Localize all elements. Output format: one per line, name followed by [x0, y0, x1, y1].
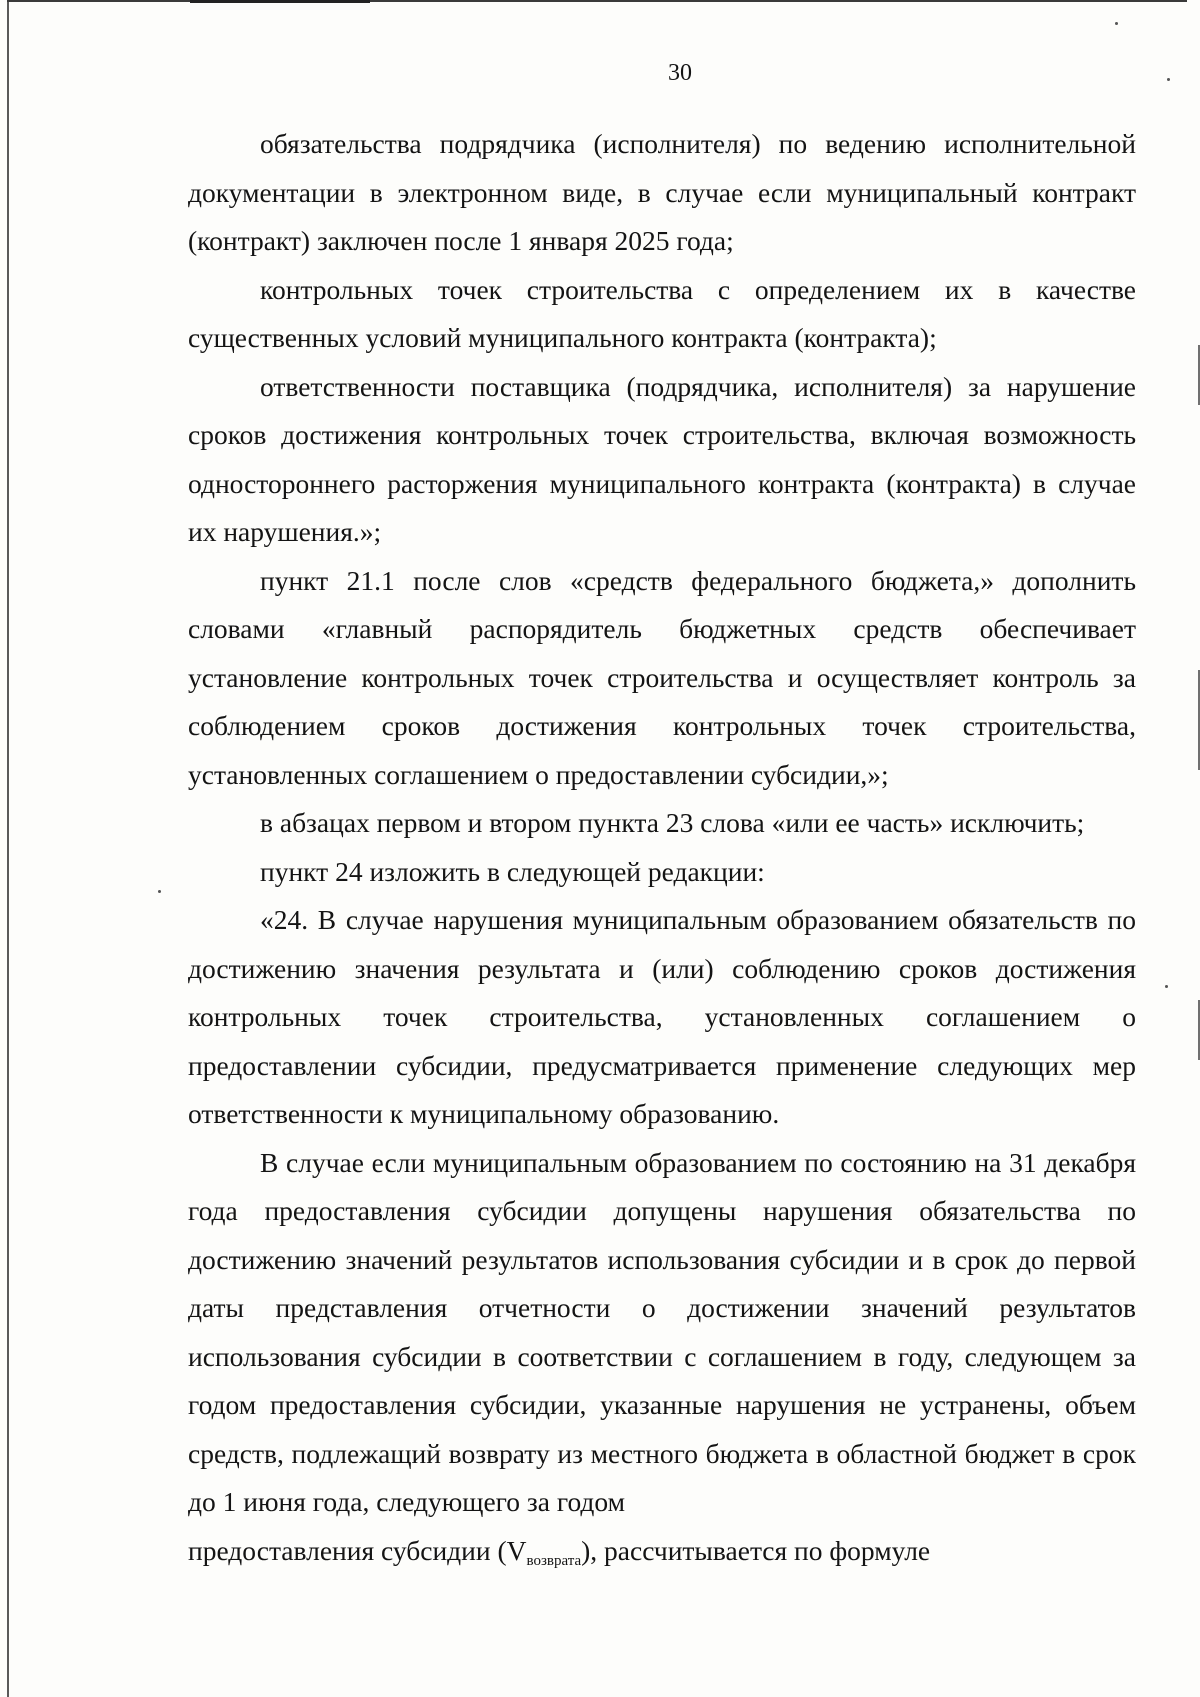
scan-left-border	[7, 0, 9, 1697]
formula-subscript: возврата	[526, 1552, 582, 1569]
formula-intro-tail: ), рассчитывается по формуле	[581, 1534, 931, 1566]
paragraph-continuation	[188, 1527, 1136, 1576]
paragraph: ответственности поставщика (подрядчика, исполнителя) за нарушение сроков достижения контрольных точек строительства, включая возможность одностороннего расторжения муниципального контракта (контракта) в случае их нарушения.»;	[188, 370, 1136, 547]
paragraph: «24. В случае нарушения муниципальным образованием обязательств по достижению значения результата и (или) соблюдению сроков достижения контрольных точек строительства, установленных соглашением о предоставлении субсидии, предусматривается применение следующих мер ответственности к муниципальному образованию.	[188, 904, 1136, 1129]
scan-speck	[158, 890, 161, 893]
paragraph: В случае если муниципальным образованием по состоянию на 31 декабря года предоставления субсидии допущены нарушения обязательства по достижению значений результатов использования субсидии и в срок до первой даты представления отчетности о достижении значений результатов использования субсидии в соответствии с соглашением в году, следующем за годом предоставления субсидии, указанные нарушения не устранены, объем средств, подлежащий возврату из местного бюджета в областной бюджет в срок до 1 июня года, следующего за годом	[188, 1146, 1136, 1517]
formula-intro-text: предоставления субсидии (V	[188, 1534, 527, 1566]
scan-speck	[1115, 22, 1118, 25]
paragraph: контрольных точек строительства с определением их в качестве существенных условий муниципального контракта (контракта);	[188, 273, 1136, 353]
scan-speck	[1165, 985, 1168, 988]
scan-top-border	[7, 0, 1187, 2]
body-text	[188, 120, 1136, 1575]
page-number: 30	[668, 60, 692, 86]
paragraph: обязательства подрядчика (исполнителя) по ведению исполнительной документации в электронном виде, в случае если муниципальный контракт (контракт) заключен после 1 января 2025 года;	[188, 128, 1136, 256]
paragraph: в абзацах первом и втором пункта 23 слова «или ее часть» исключить;	[260, 807, 1085, 838]
paragraph: пункт 24 изложить в следующей редакции:	[260, 855, 765, 887]
scan-top-artifact	[190, 0, 370, 3]
paragraph: пункт 21.1 после слов «средств федерального бюджета,» дополнить словами «главный распорядитель бюджетных средств обеспечивает установление контрольных точек строительства и осуществляет контроль за соблюдением сроков достижения контрольных точек строительства, установленных соглашением о предоставлении субсидии,»;	[188, 564, 1136, 790]
